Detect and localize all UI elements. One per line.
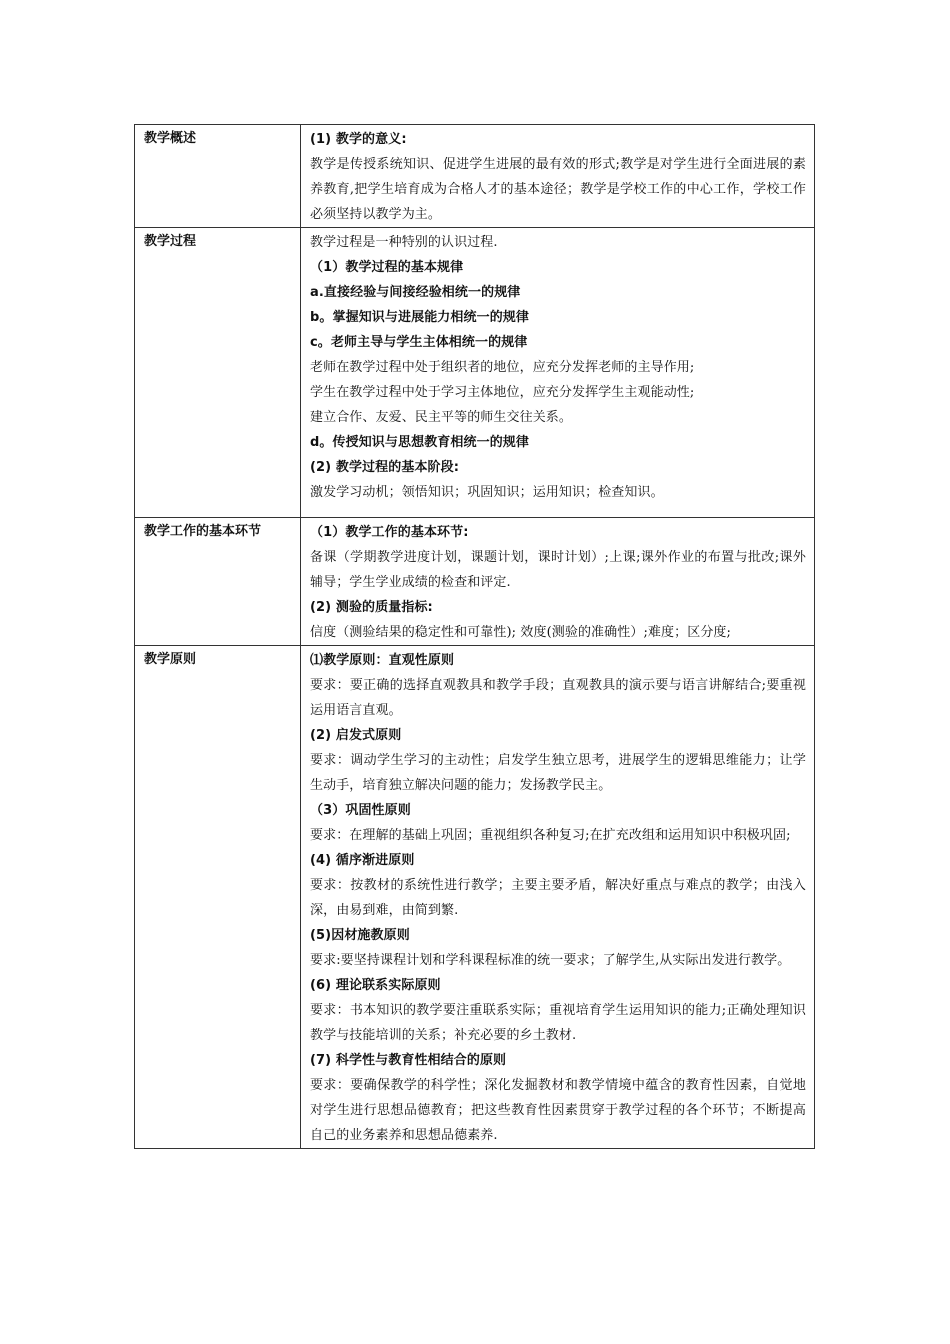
section-heading: （3）巩固性原则 [310, 803, 411, 818]
row-heading: 教学概述 [135, 125, 301, 228]
row-content [301, 518, 815, 646]
body-text: 要求：在理解的基础上巩固；重视组织各种复习;在扩充改组和运用知识中积极巩固; [310, 828, 791, 843]
section-heading: （1）教学过程的基本规律 [310, 260, 464, 275]
section-heading: (6) 理论联系实际原则 [310, 978, 441, 993]
row-content [301, 125, 815, 228]
body-text: 要求：要正确的选择直观教具和教学手段；直观教具的演示要与语言讲解结合;要重视运用语言直观。 [310, 678, 806, 718]
spacer [310, 505, 806, 517]
section-heading: (7) 科学性与教育性相结合的原则 [310, 1053, 507, 1068]
body-text: 教学过程是一种特别的认识过程. [310, 235, 498, 250]
section-heading: （1）教学工作的基本环节: [310, 525, 469, 540]
section-heading: (2) 测验的质量指标: [310, 600, 433, 615]
body-text: 要求：调动学生学习的主动性；启发学生独立思考，进展学生的逻辑思维能力；让学生动手，培育独立解决问题的能力；发扬教学民主。 [310, 753, 806, 793]
table-row [135, 518, 815, 646]
table-row [135, 125, 815, 228]
row-heading: 教学工作的基本环节 [135, 518, 301, 646]
body-text: 备课（学期教学进度计划，课题计划，课时计划）;上课;课外作业的布置与批改;课外辅导；学生学业成绩的检查和评定. [310, 550, 806, 590]
body-text: 激发学习动机；领悟知识；巩固知识；运用知识；检查知识。 [310, 485, 664, 500]
section-heading: a.直接经验与间接经验相统一的规律 [310, 285, 521, 300]
section-heading: ⑴教学原则：直观性原则 [310, 653, 455, 668]
section-heading: c。老师主导与学生主体相统一的规律 [310, 335, 528, 350]
body-text: 学生在教学过程中处于学习主体地位，应充分发挥学生主观能动性; [310, 385, 695, 400]
body-text: 老师在教学过程中处于组织者的地位，应充分发挥老师的主导作用; [310, 360, 695, 375]
section-heading: d。传授知识与思想教育相统一的规律 [310, 435, 530, 450]
table-body [135, 125, 815, 1149]
section-heading: (5)因材施教原则 [310, 928, 410, 943]
row-heading: 教学过程 [135, 228, 301, 518]
row-content [301, 228, 815, 518]
body-text: 要求：书本知识的教学要注重联系实际；重视培育学生运用知识的能力;正确处理知识教学与技能培训的关系；补充必要的乡土教材. [310, 1003, 806, 1043]
table-row [135, 646, 815, 1149]
body-text: 信度（测验结果的稳定性和可靠性); 效度(测验的准确性）;难度；区分度; [310, 625, 732, 640]
section-heading: b。掌握知识与进展能力相统一的规律 [310, 310, 530, 325]
body-text: 建立合作、友爱、民主平等的师生交往关系。 [310, 410, 573, 425]
section-heading: (2) 启发式原则 [310, 728, 402, 743]
body-text: 教学是传授系统知识、促进学生进展的最有效的形式;教学是对学生进行全面进展的素养教育,把学生培育成为合格人才的基本途径；教学是学校工作的中心工作，学校工作必须坚持以教学为主。 [310, 157, 806, 222]
section-heading: (2) 教学过程的基本阶段: [310, 460, 460, 475]
content-table [134, 124, 815, 1149]
body-text: 要求:要坚持课程计划和学科课程标准的统一要求；了解学生,从实际出发进行教学。 [310, 953, 791, 968]
body-text: 要求：按教材的系统性进行教学；主要主要矛盾，解决好重点与难点的教学；由浅入深，由易到难，由简到繁. [310, 878, 806, 918]
table-row [135, 228, 815, 518]
row-heading: 教学原则 [135, 646, 301, 1149]
section-heading: (1) 教学的意义: [310, 132, 407, 147]
row-content [301, 646, 815, 1149]
body-text: 要求：要确保教学的科学性；深化发掘教材和教学情境中蕴含的教育性因素，自觉地对学生进行思想品德教育；把这些教育性因素贯穿于教学过程的各个环节；不断提高自己的业务素养和思想品德素养. [310, 1078, 806, 1143]
section-heading: (4) 循序渐进原则 [310, 853, 415, 868]
